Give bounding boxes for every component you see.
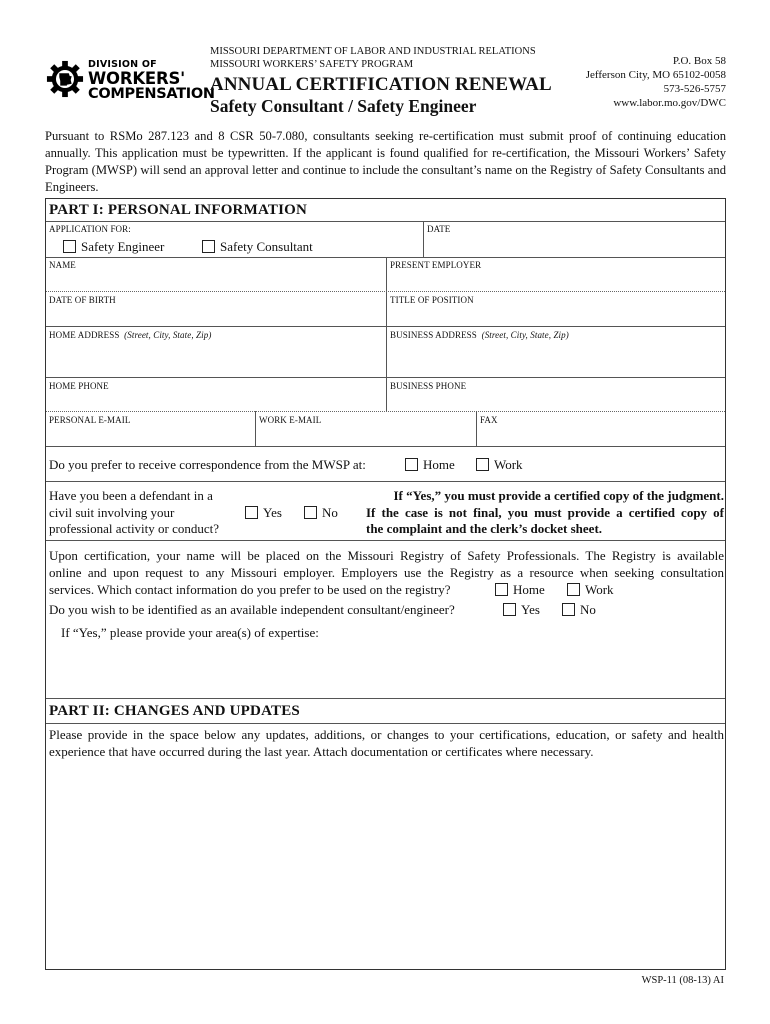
safety-consultant-checkbox[interactable] [202, 240, 215, 253]
home-phone-field[interactable] [47, 378, 385, 411]
divider [46, 723, 725, 724]
present-employer-label: PRESENT EMPLOYER [390, 260, 482, 270]
personal-email-label: PERSONAL E-MAIL [49, 415, 131, 425]
independent-no-label: No [580, 602, 596, 617]
judgment-note [366, 488, 724, 538]
defendant-yes-checkbox[interactable] [245, 506, 258, 519]
business-address-field[interactable] [387, 327, 726, 377]
independent-yes-option[interactable] [503, 602, 540, 618]
agency-program: MISSOURI WORKERS’ SAFETY PROGRAM [210, 58, 414, 70]
registry-home-label: Home [513, 582, 545, 597]
divider [46, 698, 725, 699]
defendant-no-checkbox[interactable] [304, 506, 317, 519]
date-label: DATE [427, 224, 451, 234]
logo-wordmark [88, 58, 215, 102]
home-address-field[interactable] [47, 327, 385, 377]
correspondence-work-label: Work [494, 457, 523, 472]
form-subtitle: Safety Consultant / Safety Engineer [210, 96, 477, 116]
safety-engineer-checkbox[interactable] [63, 240, 76, 253]
part1-title: PART I: PERSONAL INFORMATION [49, 202, 308, 218]
form-body [45, 198, 726, 970]
safety-engineer-option[interactable] [63, 239, 164, 255]
name-field[interactable] [47, 258, 385, 291]
defendant-no-label: No [322, 505, 338, 520]
part2-instructions: Please provide in the space below any updates, additions, or changes to your certifications, education, or safety and health experience that have occurred during the last year. Attach documentation or certificates where necessary. [49, 727, 724, 759]
independent-no-option[interactable] [562, 602, 596, 618]
contact-web: www.labor.mo.gov/DWC [613, 97, 726, 109]
business-phone-label: BUSINESS PHONE [390, 381, 467, 391]
defendant-yes-option[interactable] [245, 505, 282, 521]
judgment-note-line3: the complaint and the clerk’s docket sheet. [366, 521, 603, 536]
expertise-label: If “Yes,” please provide your area(s) of expertise: [61, 625, 319, 640]
title-of-position-label: TITLE OF POSITION [390, 295, 474, 305]
date-of-birth-field[interactable] [47, 292, 385, 326]
logo-line-2: WORKERS' [88, 68, 186, 88]
defendant-question-line3: professional activity or conduct? [49, 521, 220, 536]
safety-consultant-option[interactable] [202, 239, 313, 255]
logo-line-1: DIVISION OF [88, 59, 157, 70]
registry-work-option[interactable] [567, 582, 614, 598]
date-field[interactable] [424, 221, 726, 257]
registry-home-checkbox[interactable] [495, 583, 508, 596]
contact-po-box: P.O. Box 58 [672, 55, 726, 67]
independent-no-checkbox[interactable] [562, 603, 575, 616]
divider [46, 481, 725, 482]
safety-engineer-label: Safety Engineer [81, 239, 165, 254]
safety-consultant-label: Safety Consultant [220, 239, 313, 254]
independent-yes-checkbox[interactable] [503, 603, 516, 616]
contact-city: Jefferson City, MO 65102-0058 [585, 69, 726, 81]
business-address-hint: (Street, City, State, Zip) [481, 330, 569, 340]
changes-updates-field[interactable] [47, 765, 726, 969]
contact-block [586, 54, 726, 110]
work-email-field[interactable] [256, 412, 475, 446]
correspondence-home-label: Home [423, 457, 455, 472]
registry-line2: online and upon request to any Missouri employer. Employers use the Registry as a resource when seeking consultation [49, 565, 724, 580]
date-of-birth-label: DATE OF BIRTH [49, 295, 116, 305]
agency-department: MISSOURI DEPARTMENT OF LABOR AND INDUSTRIAL RELATIONS [210, 46, 536, 57]
registry-work-checkbox[interactable] [567, 583, 580, 596]
application-for-label: APPLICATION FOR: [49, 224, 131, 234]
defendant-question [49, 488, 219, 538]
home-address-hint: (Street, City, State, Zip) [124, 330, 212, 340]
name-label: NAME [49, 260, 76, 270]
correspondence-question: Do you prefer to receive correspondence from the MWSP at: [49, 457, 366, 472]
defendant-question-line2: civil suit involving your [49, 504, 175, 520]
independent-yes-label: Yes [521, 602, 540, 617]
home-phone-label: HOME PHONE [49, 381, 109, 391]
personal-email-field[interactable] [47, 412, 254, 446]
work-email-label: WORK E-MAIL [259, 415, 322, 425]
independent-question: Do you wish to be identified as an available independent consultant/engineer? [49, 602, 455, 617]
gear-state-icon [46, 60, 84, 98]
divider [46, 446, 725, 447]
expertise-field[interactable] [47, 643, 726, 697]
judgment-note-line1: If “Yes,” you must provide a certified copy of the judgment. [393, 488, 724, 503]
dwc-logo [46, 58, 215, 104]
intro-paragraph: Pursuant to RSMo 287.123 and 8 CSR 50-7.080, consultants seeking re-certification must submit proof of continuing education annually. This application must be typewritten. If the applicant is found qualified for re-certification, the Missouri Workers’ Safety Program (MWSP) will send an approval letter and continue to include the consultant’s name on the Registry of Safety Consultants and Engineers. [45, 129, 726, 194]
correspondence-home-option[interactable] [405, 457, 455, 473]
fax-field[interactable] [477, 412, 726, 446]
title-of-position-field[interactable] [387, 292, 726, 326]
defendant-yes-label: Yes [263, 505, 282, 520]
defendant-no-option[interactable] [304, 505, 338, 521]
correspondence-home-checkbox[interactable] [405, 458, 418, 471]
registry-line1: Upon certification, your name will be placed on the Missouri Registry of Safety Professionals. The Registry is available [49, 548, 724, 563]
agency-header [210, 46, 536, 71]
home-address-label-text: HOME ADDRESS [49, 330, 120, 340]
correspondence-work-checkbox[interactable] [476, 458, 489, 471]
defendant-question-line1: Have you been a defendant in a [49, 488, 213, 503]
part2-title: PART II: CHANGES AND UPDATES [49, 703, 300, 719]
registry-home-option[interactable] [495, 582, 545, 598]
present-employer-field[interactable] [387, 258, 726, 291]
business-phone-field[interactable] [387, 378, 726, 411]
form-title: ANNUAL CERTIFICATION RENEWAL [210, 74, 552, 95]
divider [46, 540, 725, 541]
registry-work-label: Work [585, 582, 614, 597]
registry-line3: services. Which contact information do you prefer to be used on the registry? [49, 582, 451, 597]
logo-line-3: COMPENSATION [88, 86, 215, 102]
form-code: WSP-11 (08-13) AI [641, 975, 724, 986]
fax-label: FAX [480, 415, 498, 425]
correspondence-work-option[interactable] [476, 457, 523, 473]
contact-phone: 573-526-5757 [663, 83, 726, 95]
judgment-note-line2: If the case is not final, you must provide a certified copy of [366, 504, 724, 520]
business-address-label-text: BUSINESS ADDRESS [390, 330, 477, 340]
